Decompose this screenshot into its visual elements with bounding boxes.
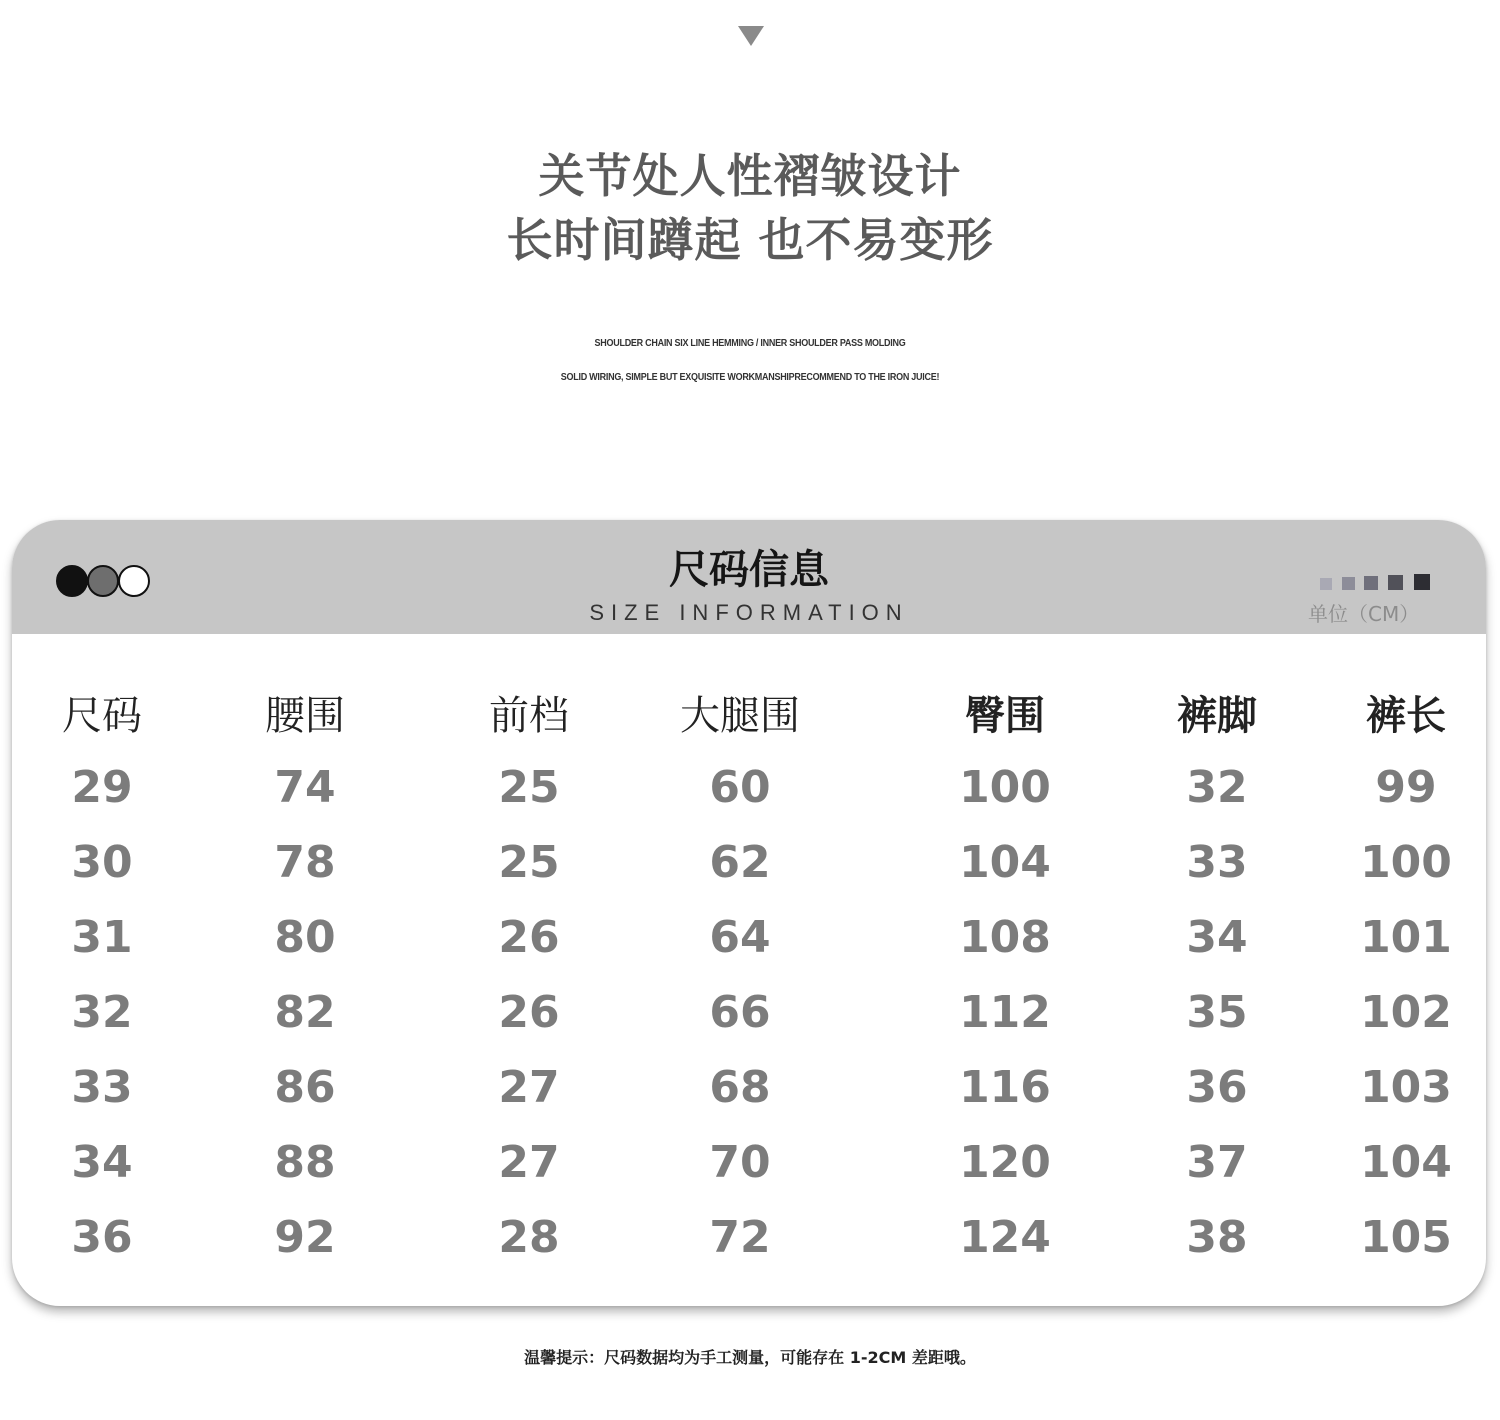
table-cell: 37 [1186, 1137, 1248, 1188]
table-cell: 72 [709, 1212, 771, 1263]
table-cell: 25 [498, 837, 560, 888]
card-header [12, 520, 1486, 634]
table-cell: 32 [1186, 762, 1248, 813]
gray-square-icon [1414, 574, 1430, 590]
table-cell: 70 [709, 1137, 771, 1188]
headline-line-1: 关节处人性褶皱设计 [538, 149, 962, 203]
table-cell: 104 [959, 837, 1051, 888]
unit-label: 单位（CM） [1308, 602, 1420, 626]
table-cell: 38 [1186, 1212, 1248, 1263]
table-cell: 120 [959, 1137, 1051, 1188]
gray-square-icon [1320, 578, 1332, 590]
down-arrow-icon [738, 26, 764, 46]
table-cell: 104 [1360, 1137, 1452, 1188]
table-cell: 101 [1360, 912, 1452, 963]
table-cell: 105 [1360, 1212, 1452, 1263]
table-cell: 86 [274, 1062, 336, 1113]
gray-square-icon [1364, 576, 1378, 590]
gray-square-icon [1342, 577, 1355, 590]
table-cell: 31 [71, 912, 133, 963]
table-cell: 36 [1186, 1062, 1248, 1113]
table-header-cell: 尺码 [62, 693, 142, 739]
table-cell: 78 [274, 837, 336, 888]
table-cell: 32 [71, 987, 133, 1038]
table-cell: 99 [1375, 762, 1437, 813]
table-cell: 60 [709, 762, 771, 813]
table-cell: 33 [1186, 837, 1248, 888]
subtext-line-1: SHOULDER CHAIN SIX LINE HEMMING / INNER SHOULDER PASS MOLDING [594, 338, 906, 349]
table-cell: 34 [1186, 912, 1248, 963]
table-cell: 33 [71, 1062, 133, 1113]
table-cell: 62 [709, 837, 771, 888]
table-cell: 116 [959, 1062, 1051, 1113]
table-cell: 100 [1360, 837, 1452, 888]
card-title: 尺码信息 [669, 547, 829, 593]
table-cell: 25 [498, 762, 560, 813]
table-cell: 74 [274, 762, 336, 813]
table-cell: 29 [71, 762, 133, 813]
table-cell: 103 [1360, 1062, 1452, 1113]
table-cell: 112 [959, 987, 1051, 1038]
table-cell: 27 [498, 1137, 560, 1188]
table-cell: 108 [959, 912, 1051, 963]
table-header-cell: 前档 [489, 693, 569, 739]
table-cell: 26 [498, 987, 560, 1038]
table-cell: 64 [709, 912, 771, 963]
table-cell: 28 [498, 1212, 560, 1263]
table-cell: 27 [498, 1062, 560, 1113]
size-info-card [12, 520, 1486, 1306]
subtext-line-2: SOLID WIRING, SIMPLE BUT EXQUISITE WORKMANSHIPRECOMMEND TO THE IRON JUICE! [560, 372, 940, 383]
table-cell: 92 [274, 1212, 336, 1263]
gray-square-icon [1388, 575, 1403, 590]
table-cell: 66 [709, 987, 771, 1038]
table-cell: 124 [959, 1212, 1051, 1263]
table-header-cell: 大腿围 [680, 693, 800, 739]
table-cell: 68 [709, 1062, 771, 1113]
table-header-cell: 臀围 [965, 693, 1045, 739]
table-cell: 80 [274, 912, 336, 963]
table-cell: 82 [274, 987, 336, 1038]
table-cell: 36 [71, 1212, 133, 1263]
table-header-cell: 腰围 [265, 693, 345, 739]
table-cell: 26 [498, 912, 560, 963]
table-cell: 88 [274, 1137, 336, 1188]
table-header-cell: 裤脚 [1177, 693, 1257, 739]
footnote: 温馨提示：尺码数据均为手工测量，可能存在 1-2CM 差距哦。 [524, 1348, 976, 1367]
table-cell: 34 [71, 1137, 133, 1188]
card-subtitle: SIZE INFORMATION [589, 600, 909, 625]
table-header-cell: 裤长 [1366, 693, 1446, 739]
table-cell: 102 [1360, 987, 1452, 1038]
table-cell: 30 [71, 837, 133, 888]
table-cell: 35 [1186, 987, 1248, 1038]
headline-line-2: 长时间蹲起 也不易变形 [506, 213, 994, 267]
table-cell: 100 [959, 762, 1051, 813]
